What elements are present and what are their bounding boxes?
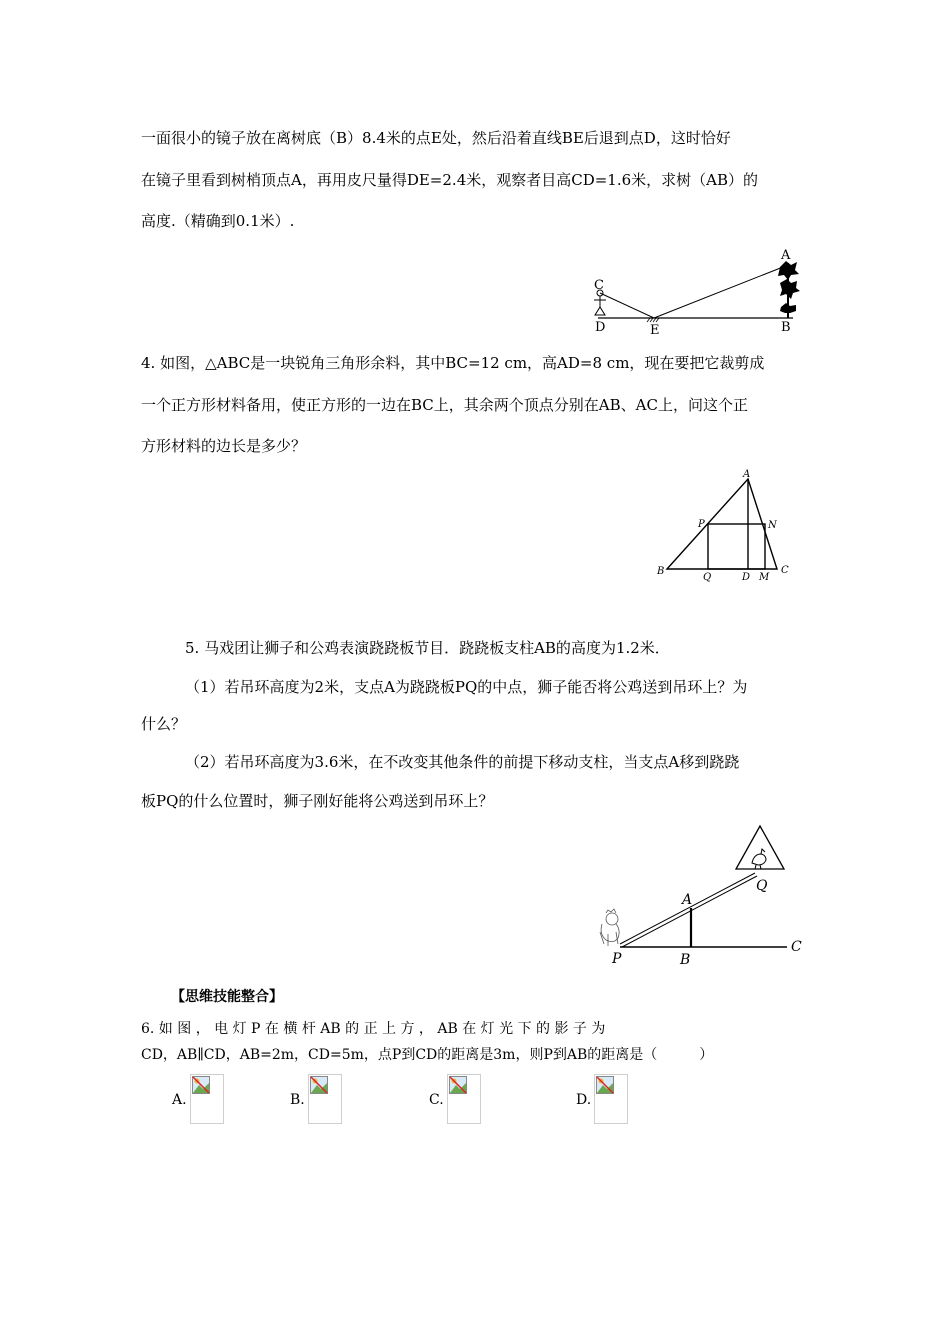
label-m: M [759, 572, 770, 583]
q5-seesaw-figure [592, 822, 812, 972]
square-pqmn [708, 524, 765, 569]
q3-text-line-3: 高度.（精确到0.1米）. [141, 212, 295, 230]
q3-mirror-tree-figure [588, 245, 808, 337]
mirror-icon [647, 318, 659, 322]
ring-triangle [736, 826, 784, 869]
q5-part1-line-a: （1）若吊环高度为2米，支点A为跷跷板PQ的中点，狮子能否将公鸡送到吊环上？为 [185, 678, 748, 696]
label-c: C [791, 939, 802, 955]
q5-part2-line-a: （2）若吊环高度为3.6米，在不改变其他条件的前提下移动支柱，当支点A移到跷跷 [185, 753, 740, 771]
q5-part1-line-b: 什么？ [141, 715, 187, 733]
label-b: B [657, 566, 665, 577]
seesaw-plank [620, 873, 755, 944]
label-p: P [698, 519, 705, 530]
option-d-label: D. [576, 1092, 592, 1108]
q6-text-line-1: 6. 如 图 ， 电 灯 P 在 横 杆 AB 的 正 上 方 ， AB 在 灯 光 下 的 影 子 为 [141, 1021, 606, 1037]
observer-icon [594, 290, 606, 315]
label-c: C [594, 278, 604, 293]
lion-icon [600, 909, 619, 946]
section-heading: 【思维技能整合】 [171, 989, 283, 1005]
label-p: P [612, 951, 622, 967]
q6-text-line-2: CD，AB∥CD，AB=2m，CD=5m，点P到CD的距离是3m，则P到AB的距离是（ ） [141, 1047, 714, 1063]
q4-text-line-1: 4. 如图，△ABC是一块锐角三角形余料，其中BC=12 cm，高AD=8 cm，现在要把它裁剪成 [141, 354, 765, 372]
label-a: A [743, 469, 751, 480]
label-d: D [742, 572, 751, 583]
label-d: D [595, 320, 606, 335]
q3-text-line-2: 在镜子里看到树梢顶点A，再用皮尺量得DE=2.4米，观察者目高CD=1.6米，求树（AB）的 [141, 171, 759, 189]
label-c: C [781, 565, 789, 576]
q4-text-line-2: 一个正方形材料备用，使正方形的一边在BC上，其余两个顶点分别在AB、AC上，问这个正 [141, 396, 748, 414]
sight-line-ce [600, 293, 654, 318]
broken-image-icon [447, 1074, 481, 1124]
option-c-label: C. [429, 1092, 444, 1108]
sight-line-ea [654, 265, 788, 318]
label-b: B [680, 952, 691, 968]
label-b: B [781, 320, 791, 335]
option-b-label: B. [290, 1092, 305, 1108]
broken-image-icon [190, 1074, 224, 1124]
q4-text-line-3: 方形材料的边长是多少？ [141, 437, 307, 455]
label-e: E [650, 323, 660, 337]
q3-text-line-1: 一面很小的镜子放在离树底（B）8.4米的点E处，然后沿着直线BE后退到点D，这时恰好 [141, 129, 731, 147]
q5-text-line-1: 5. 马戏团让狮子和公鸡表演跷跷板节目．跷跷板支柱AB的高度为1.2米． [185, 639, 670, 657]
broken-image-icon [308, 1074, 342, 1124]
rooster-icon [752, 849, 766, 869]
broken-image-icon [594, 1074, 628, 1124]
label-a: A [682, 892, 693, 908]
q4-triangle-square-figure [652, 465, 802, 587]
label-a: A [781, 248, 791, 263]
tree-icon [778, 261, 800, 318]
label-n: N [768, 520, 777, 531]
label-q: Q [703, 572, 712, 583]
option-a-label: A. [172, 1092, 187, 1108]
q5-part2-line-b: 板PQ的什么位置时，狮子刚好能将公鸡送到吊环上？ [141, 792, 494, 810]
label-q: Q [756, 878, 768, 894]
